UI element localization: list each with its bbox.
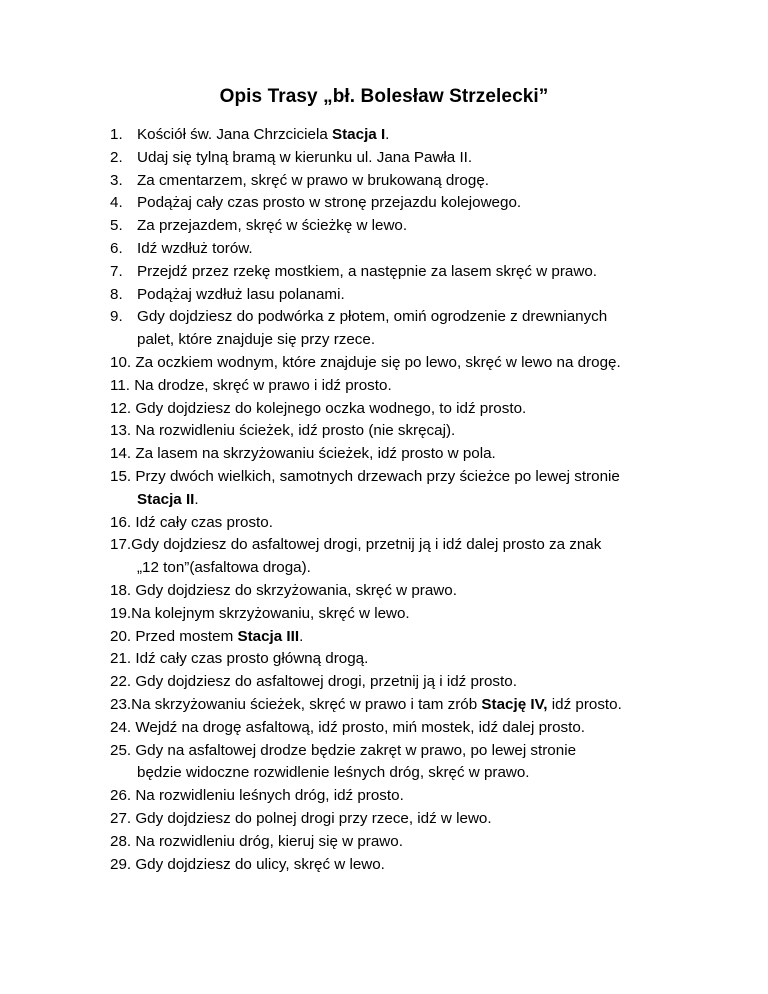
step-number: 13.: [110, 422, 136, 440]
route-step-continuation: [110, 489, 710, 512]
route-step: [110, 443, 710, 466]
step-text: [135, 740, 710, 763]
step-text-main: Na rozwidleniu dróg, kieruj się w prawo.: [135, 832, 403, 850]
step-text: [137, 215, 710, 238]
route-step: [110, 192, 710, 215]
route-step-continuation: [110, 557, 710, 580]
step-text-main: Wejdź na drogę asfaltową, idź prosto, miń mostek, idź dalej prosto.: [135, 718, 585, 736]
route-step: [110, 512, 710, 535]
step-number: 11.: [110, 376, 135, 394]
step-number: 24.: [110, 718, 136, 736]
step-text: [135, 671, 710, 694]
route-steps-list: [110, 124, 710, 876]
step-text: [135, 831, 710, 854]
step-text: [137, 238, 710, 261]
route-step-continuation: [110, 329, 710, 352]
route-step: [110, 147, 710, 170]
step-text-main: Gdy dojdziesz do asfaltowej drogi, przetnij ją i idź dalej prosto za znak: [131, 536, 602, 554]
step-number: 21.: [110, 650, 136, 668]
step-text-main: Na rozwidleniu leśnych dróg, idź prosto.: [135, 787, 404, 805]
step-text: [135, 808, 710, 831]
route-step: [110, 420, 710, 443]
route-step: [110, 261, 710, 284]
step-number: 27.: [110, 809, 136, 827]
step-number: 17.: [110, 536, 132, 554]
step-text-main: Na skrzyżowaniu ścieżek, skręć w prawo i tam zrób: [131, 695, 482, 713]
step-text-main: Podążaj cały czas prosto w stronę przejazdu kolejowego.: [137, 194, 522, 212]
step-text-continued: będzie widoczne rozwidlenie leśnych dróg, skręć w prawo.: [137, 764, 530, 782]
step-text-main: Gdy dojdziesz do podwórka z płotem, omiń ogrodzenie z drewnianych: [137, 308, 608, 326]
step-text-suffix: idź prosto.: [547, 695, 622, 713]
step-text: [135, 854, 710, 877]
route-step: [110, 306, 710, 329]
step-text: [135, 512, 710, 535]
step-text: [135, 717, 710, 740]
station-label: Stacja III: [237, 627, 300, 645]
step-text: [131, 694, 710, 717]
step-text-main: Gdy dojdziesz do asfaltowej drogi, przetnij ją i idź prosto.: [135, 673, 517, 691]
step-text-main: Za przejazdem, skręć w ścieżkę w lewo.: [137, 217, 408, 235]
station-label: Stacja I: [331, 126, 386, 143]
step-text: [137, 284, 710, 307]
step-number: 5.: [110, 217, 123, 235]
step-number: 22.: [110, 673, 136, 691]
step-text: [135, 443, 710, 466]
route-step: [110, 284, 710, 307]
route-step: [110, 215, 710, 238]
route-step: [110, 238, 710, 261]
step-text: [137, 124, 710, 147]
route-step: [110, 534, 710, 557]
route-step: [110, 671, 710, 694]
step-number: 19.: [110, 604, 132, 622]
route-step: [110, 124, 710, 147]
step-text: [131, 534, 710, 557]
step-text-main: Idź cały czas prosto główną drogą.: [135, 650, 369, 668]
route-step: [110, 717, 710, 740]
step-text-main: Idź wzdłuż torów.: [137, 239, 253, 257]
step-text-suffix: .: [385, 126, 390, 143]
step-text: [135, 626, 710, 649]
route-step: [110, 808, 710, 831]
route-step: [110, 785, 710, 808]
route-step: [110, 831, 710, 854]
step-number: 3.: [110, 171, 123, 189]
step-text-main: Gdy na asfaltowej drodze będzie zakręt w prawo, po lewej stronie: [135, 741, 577, 759]
step-text: [137, 147, 710, 170]
step-number: 15.: [110, 467, 136, 485]
step-text-main: Gdy dojdziesz do skrzyżowania, skręć w prawo.: [135, 581, 457, 599]
step-text: [135, 420, 710, 443]
step-text-main: Na kolejnym skrzyżowaniu, skręć w lewo.: [131, 604, 410, 622]
step-number: 10.: [110, 353, 136, 371]
step-text-main: Udaj się tylną bramą w kierunku ul. Jana Pawła II.: [137, 148, 473, 166]
step-number: 28.: [110, 832, 136, 850]
step-text: [137, 192, 710, 215]
step-number: 26.: [110, 787, 136, 805]
route-step: [110, 626, 710, 649]
step-text: [135, 466, 710, 489]
step-text-main: Za oczkiem wodnym, które znajduje się po lewo, skręć w lewo na drogę.: [135, 353, 621, 371]
step-text: [135, 398, 710, 421]
route-step: [110, 694, 710, 717]
step-text-suffix: .: [194, 490, 199, 508]
route-step: [110, 375, 710, 398]
step-text: [135, 785, 710, 808]
step-text: [135, 648, 710, 671]
step-text: [135, 352, 710, 375]
route-step: [110, 603, 710, 626]
step-number: 9.: [110, 308, 123, 326]
route-step: [110, 466, 710, 489]
step-number: 20.: [110, 627, 136, 645]
step-text-main: Gdy dojdziesz do polnej drogi przy rzece, idź w lewo.: [135, 809, 492, 827]
step-number: 12.: [110, 399, 136, 417]
route-step: [110, 352, 710, 375]
step-text-main: Przejdź przez rzekę mostkiem, a następnie za lasem skręć w prawo.: [137, 262, 598, 280]
step-text-main: Podążaj wzdłuż lasu polanami.: [137, 285, 345, 303]
step-number: 7.: [110, 262, 123, 280]
step-text: [137, 306, 710, 329]
step-text: [134, 375, 710, 398]
step-text: [135, 580, 710, 603]
step-text-main: Za cmentarzem, skręć w prawo w brukowaną drogę.: [137, 171, 489, 189]
step-text-main: Na rozwidleniu ścieżek, idź prosto (nie skręcaj).: [135, 422, 456, 440]
step-number: 2.: [110, 148, 123, 166]
route-step: [110, 854, 710, 877]
step-number: 14.: [110, 445, 136, 463]
step-number: 6.: [110, 239, 123, 257]
step-number: 1.: [110, 126, 123, 143]
step-text-main: Idź cały czas prosto.: [135, 513, 273, 531]
step-text-main: Na drodze, skręć w prawo i idź prosto.: [134, 376, 392, 394]
route-step-continuation: [110, 762, 710, 785]
step-text-suffix: .: [299, 627, 304, 645]
step-number: 4.: [110, 194, 123, 212]
step-number: 16.: [110, 513, 136, 531]
route-step: [110, 648, 710, 671]
step-text-main: Kościół św. Jana Chrzciciela: [137, 126, 332, 143]
route-step: [110, 170, 710, 193]
step-number: 18.: [110, 581, 136, 599]
step-number: 25.: [110, 741, 136, 759]
step-text-continued: „12 ton”(asfaltowa droga).: [137, 559, 311, 577]
step-text-main: Gdy dojdziesz do ulicy, skręć w lewo.: [135, 855, 385, 873]
route-step: [110, 580, 710, 603]
station-label: Stacja II: [137, 490, 195, 508]
step-text: [137, 170, 710, 193]
step-number: 29.: [110, 855, 136, 873]
station-label: Stację IV,: [481, 695, 548, 713]
step-text-main: Za lasem na skrzyżowaniu ścieżek, idź prosto w pola.: [135, 445, 496, 463]
step-number: 8.: [110, 285, 123, 303]
step-text-main: Przed mostem: [135, 627, 238, 645]
step-text: [131, 603, 710, 626]
step-text-main: Przy dwóch wielkich, samotnych drzewach przy ścieżce po lewej stronie: [135, 467, 620, 485]
step-number: 23.: [110, 695, 132, 713]
step-text: [137, 261, 710, 284]
page-title: Opis Trasy „bł. Bolesław Strzelecki”: [219, 86, 549, 107]
step-text-continued: palet, które znajduje się przy rzece.: [137, 331, 376, 349]
route-step: [110, 740, 710, 763]
step-text-main: Gdy dojdziesz do kolejnego oczka wodnego, to idź prosto.: [135, 399, 527, 417]
route-step: [110, 398, 710, 421]
